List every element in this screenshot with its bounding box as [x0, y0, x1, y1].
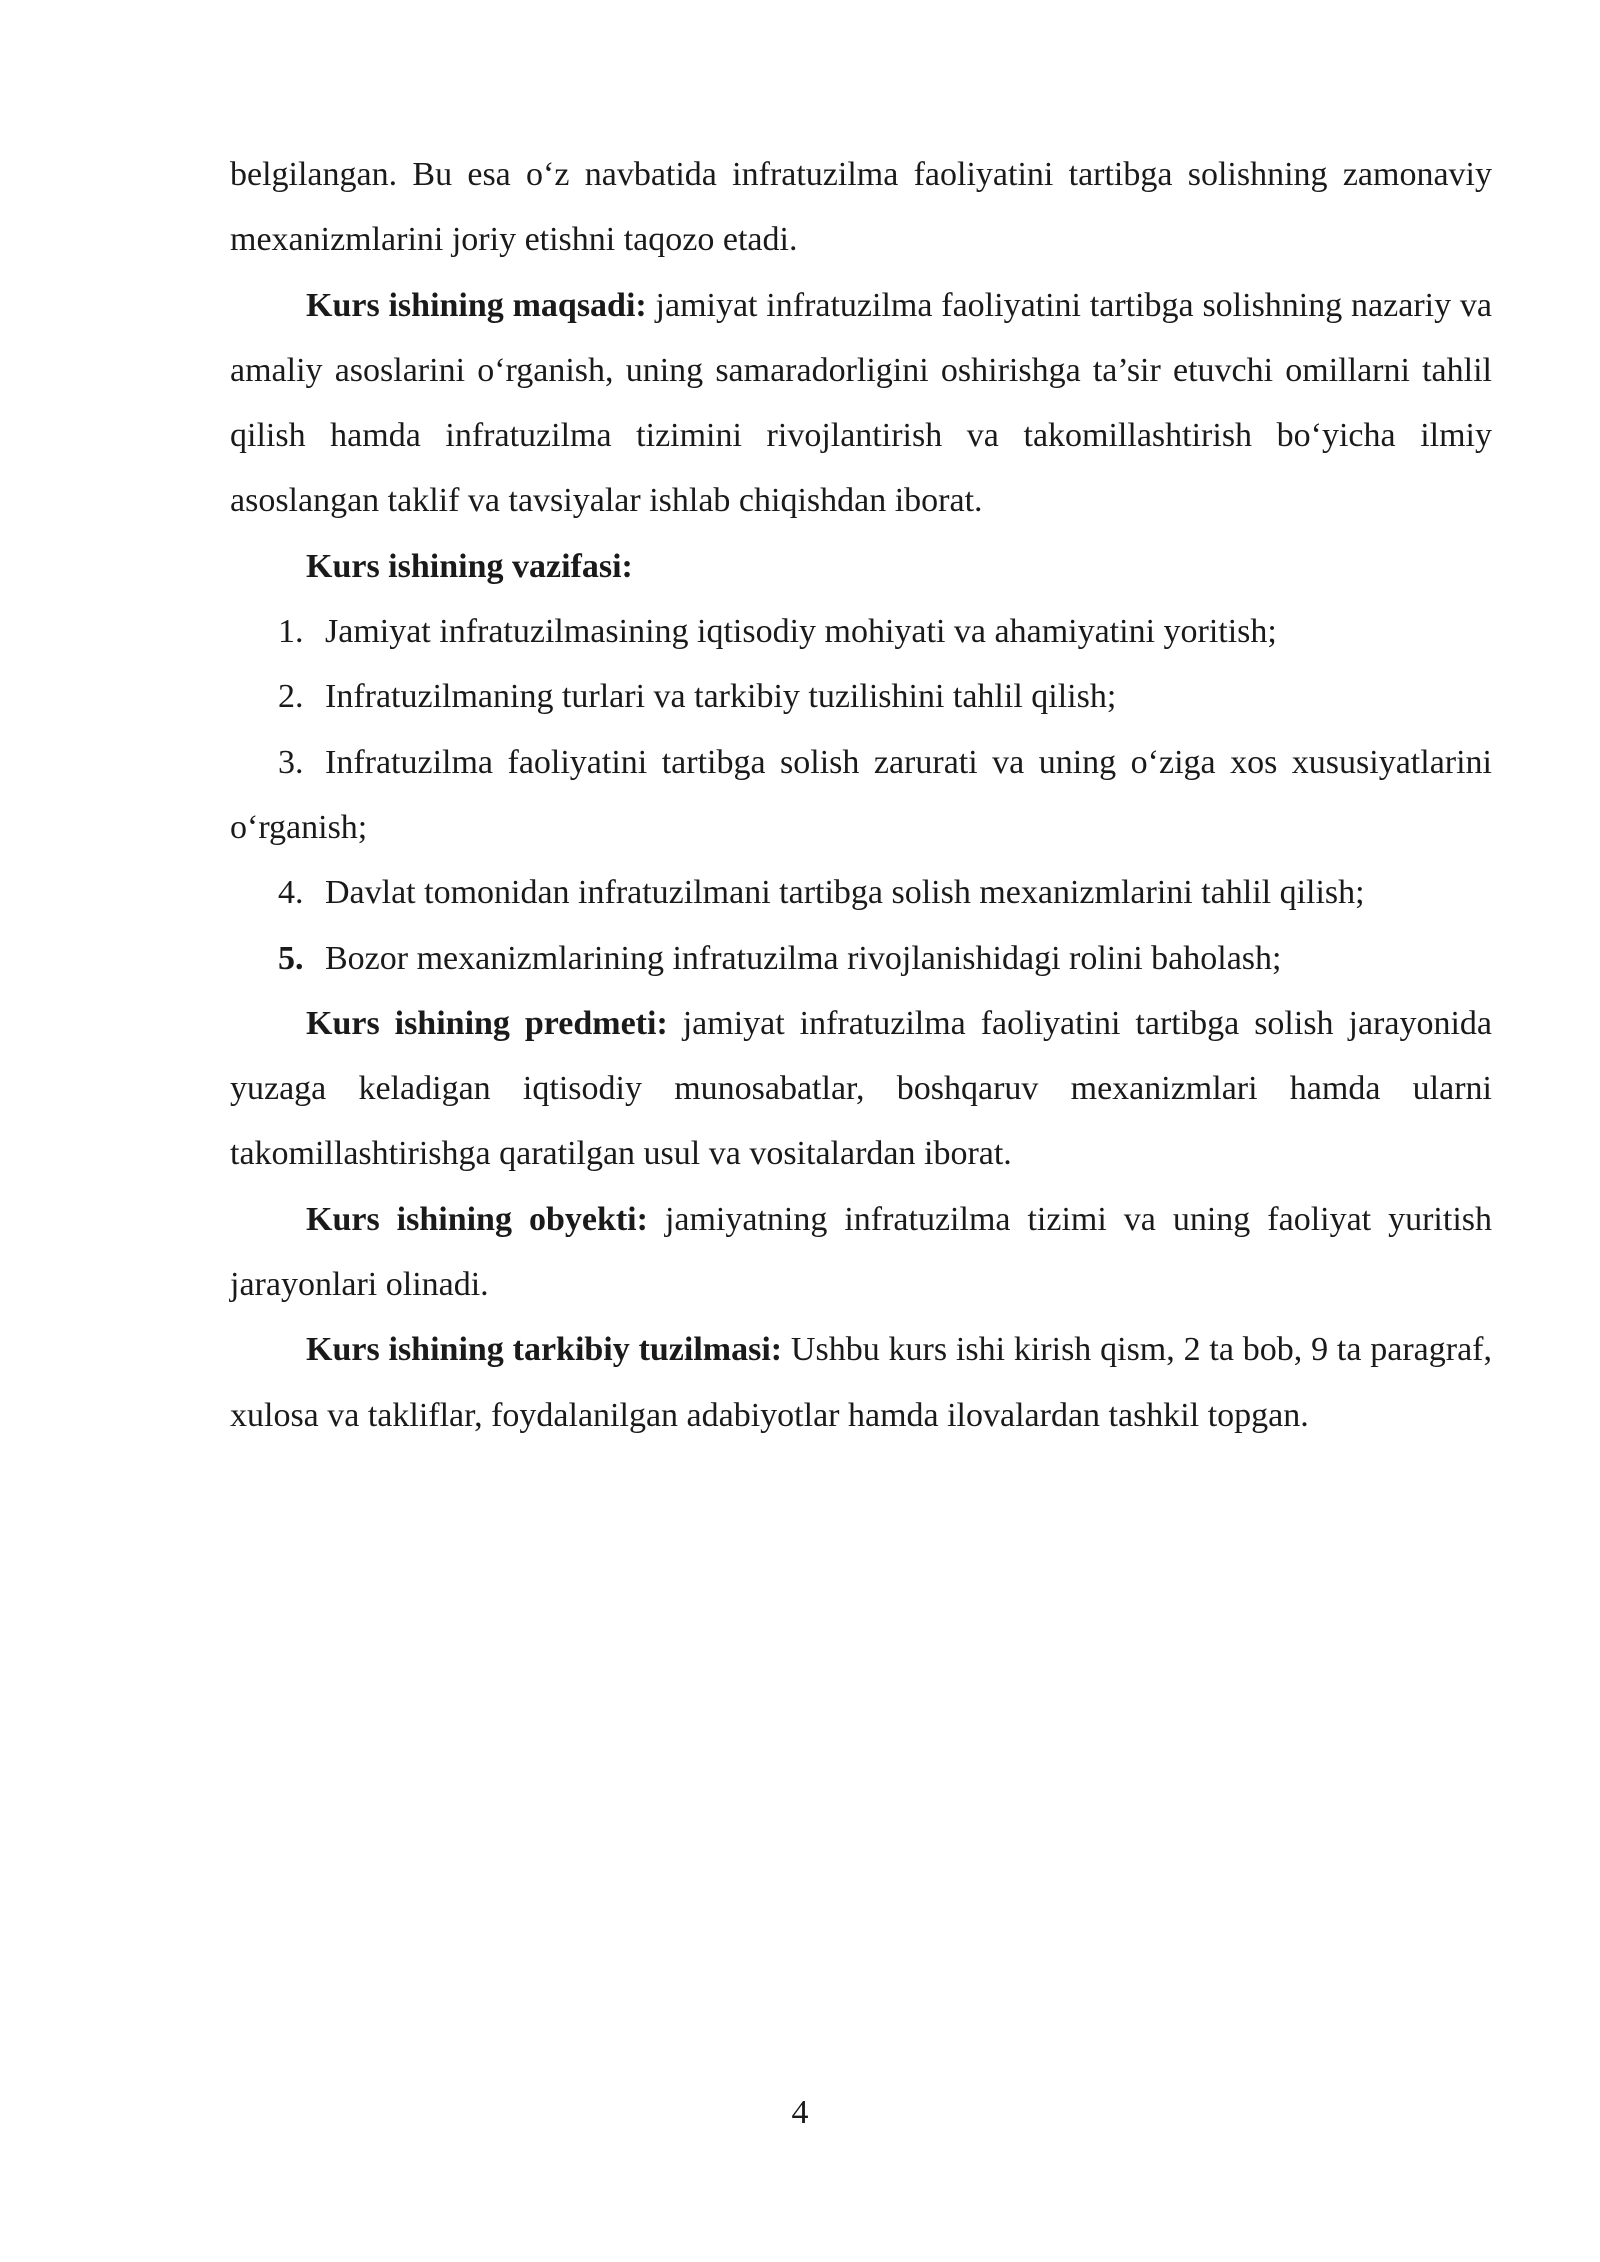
- subject-label: Kurs ishining predmeti:: [306, 1004, 668, 1042]
- document-body: [230, 142, 1492, 1448]
- list-item-number: 1.: [278, 613, 304, 651]
- list-item: [230, 599, 1492, 664]
- list-item-text: Infratuzilma faoliyatini tartibga solish zarurati va uning o‘ziga xos xususiyatlarini o‘rganish;: [230, 743, 1492, 846]
- structure-label: Kurs ishining tarkibiy tuzilmasi:: [306, 1331, 783, 1369]
- structure-text: Ushbu kurs ishi kirish qism, 2 ta bob, 9 ta paragraf, xulosa va takliflar, foydalanilgan adabiyotlar hamda ilovalardan tashkil topgan.: [230, 1331, 1492, 1434]
- list-item-text: Bozor mexanizmlarining infratuzilma rivojlanishidagi rolini baholash;: [325, 939, 1282, 977]
- list-item-number: 4.: [278, 874, 304, 912]
- tasks-heading: [230, 534, 1492, 599]
- page-number: 4: [791, 2094, 809, 2131]
- purpose-label: Kurs ishining maqsadi:: [306, 286, 647, 324]
- list-item-number: 5.: [278, 939, 304, 977]
- list-item-number: 3.: [278, 743, 304, 781]
- object-paragraph: [230, 1187, 1492, 1318]
- purpose-text: jamiyat infratuzilma faoliyatini tartibga solishning nazariy va amaliy asoslarini o‘rganish, uning samaradorligini oshirishga ta’sir etuvchi omillarni tahlil qilish hamda infratuzilma tizimini rivojlantirish va takomillashtirish bo‘yicha ilmiy asoslangan taklif va tavsiyalar ishlab chiqishdan iborat.: [230, 286, 1492, 520]
- intro-paragraph: belgilangan. Bu esa o‘z navbatida infratuzilma faoliyatini tartibga solishning zamonaviy mexanizmlarini joriy etishni taqozo etadi.: [230, 156, 1492, 259]
- list-item: [230, 926, 1492, 991]
- tasks-label: Kurs ishining vazifasi:: [306, 547, 633, 585]
- list-item: [230, 664, 1492, 729]
- structure-paragraph: [230, 1317, 1492, 1448]
- object-label: Kurs ishining obyekti:: [306, 1200, 648, 1238]
- list-item-text: Jamiyat infratuzilmasining iqtisodiy mohiyati va ahamiyatini yoritish;: [325, 613, 1277, 651]
- subject-paragraph: [230, 991, 1492, 1187]
- list-item-text: Davlat tomonidan infratuzilmani tartibga solish mexanizmlarini tahlil qilish;: [325, 874, 1365, 912]
- object-text: jamiyatning infratuzilma tizimi va uning faoliyat yuritish jarayonlari olinadi.: [230, 1200, 1492, 1304]
- purpose-paragraph: [230, 273, 1492, 534]
- list-item-text: Infratuzilmaning turlari va tarkibiy tuzilishini tahlil qilish;: [325, 678, 1117, 716]
- list-item-number: 2.: [278, 678, 304, 716]
- list-item: [230, 730, 1492, 861]
- subject-text: jamiyat infratuzilma faoliyatini tartibga solish jarayonida yuzaga keladigan iqtisodiy munosabatlar, boshqaruv mexanizmlari hamda ularni takomillashtirishga qaratilgan usul va vositalardan iborat.: [230, 1004, 1492, 1173]
- list-item: [230, 860, 1492, 925]
